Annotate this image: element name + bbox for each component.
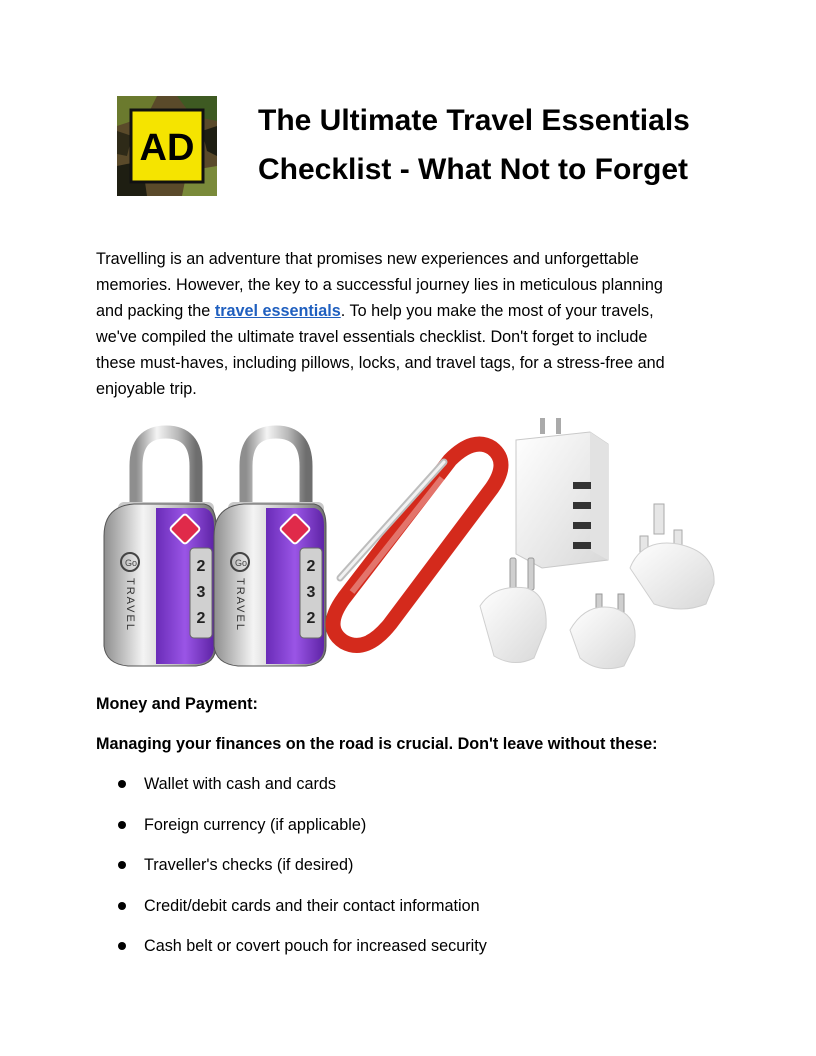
intro-line: and packing the travel essentials. To help you make the most of your travels, [96, 302, 654, 320]
ad-logo-icon [117, 96, 217, 196]
section-heading: Money and Payment: [96, 695, 258, 713]
svg-text:2: 2 [196, 558, 206, 575]
usb-charger-icon [516, 418, 608, 568]
bullet-icon [118, 821, 126, 829]
payment-checklist [118, 772, 487, 975]
list-item: Foreign currency (if applicable) [118, 813, 487, 854]
intro-line: these must-haves, including pillows, locks, and travel tags, for a stress-free and [96, 354, 665, 372]
bullet-icon [118, 902, 126, 910]
travel-products-image [94, 418, 718, 672]
svg-text:Go: Go [234, 558, 248, 568]
svg-text:2: 2 [306, 558, 316, 575]
bullet-icon [118, 780, 126, 788]
bullet-icon [118, 861, 126, 869]
svg-text:3: 3 [196, 584, 206, 601]
list-item: Cash belt or covert pouch for increased security [118, 934, 487, 975]
svg-text:TRAVEL: TRAVEL [234, 578, 246, 632]
intro-line: enjoyable trip. [96, 380, 197, 398]
list-item: Credit/debit cards and their contact information [118, 894, 487, 935]
logo-text: AD [139, 127, 195, 169]
title-line-1: The Ultimate Travel Essentials [258, 104, 690, 137]
list-item: Traveller's checks (if desired) [118, 853, 487, 894]
page-title [258, 96, 778, 194]
carabiner-icon [333, 444, 501, 645]
intro-paragraph [96, 246, 716, 402]
intro-line: we've compiled the ultimate travel essentials checklist. Don't forget to include [96, 328, 648, 346]
padlock-icon [104, 432, 216, 666]
padlock-icon [214, 432, 326, 666]
svg-text:TRAVEL: TRAVEL [124, 578, 136, 632]
svg-text:3: 3 [306, 584, 316, 601]
list-item: Wallet with cash and cards [118, 772, 487, 813]
travel-essentials-link[interactable]: travel essentials [214, 302, 341, 320]
svg-text:2: 2 [306, 610, 316, 627]
svg-text:2: 2 [196, 610, 206, 627]
section-subheading: Managing your finances on the road is crucial. Don't leave without these: [96, 735, 658, 753]
intro-line: memories. However, the key to a successful journey lies in meticulous planning [96, 276, 663, 294]
svg-text:Go: Go [124, 558, 138, 568]
title-line-2: Checklist - What Not to Forget [258, 153, 688, 186]
bullet-icon [118, 942, 126, 950]
intro-line: Travelling is an adventure that promises new experiences and unforgettable [96, 250, 639, 268]
